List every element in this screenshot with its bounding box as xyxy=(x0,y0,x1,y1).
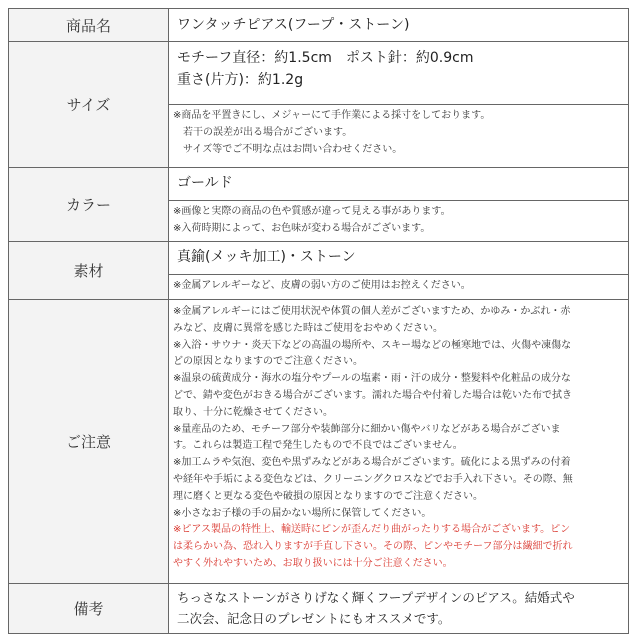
color-note: ※画像と実際の商品の色や質感が違って見える事があります。 xyxy=(173,206,451,217)
product-name-cell xyxy=(169,9,629,42)
caution-line: 理に磨くと更なる変色や破損の原因となりますのでご注意ください。 xyxy=(173,490,483,502)
material-value: 真鍮(メッキ加工)・ストーン xyxy=(177,249,356,265)
caution-warning-line: は柔らかい為、恐れ入りますが手直し下さい。その際、ピンやモチーフ部分は繊細で折れ xyxy=(173,541,573,553)
caution-line: どの原因となりますのでご注意ください。 xyxy=(173,356,363,368)
remarks-cell xyxy=(169,584,629,634)
material-main xyxy=(169,242,628,274)
row-size xyxy=(9,42,629,168)
caution-line: ※加工ムラや気泡、変色や黒ずみなどがある場合がございます。硫化による黒ずみの付着 xyxy=(173,457,571,469)
remarks-line: 二次会、記念日のプレゼントにもオススメです。 xyxy=(177,611,451,626)
caution-line: ※小さなお子様の手の届かない場所に保管してください。 xyxy=(173,507,432,519)
caution-line: 取り、十分に乾燥させてください。 xyxy=(173,406,333,418)
material-cell xyxy=(169,242,629,300)
row-material xyxy=(9,242,629,300)
spec-table xyxy=(8,8,629,634)
caution-line: ※入浴・サウナ・炎天下などの高温の場所や、スキー場などの極寒地では、火傷や凍傷な xyxy=(173,339,572,351)
caution-cell xyxy=(169,300,629,584)
caution-line: や経年や手垢による変色などは、クリーニングクロスなどでお手入れ下さい。その際、無 xyxy=(173,473,573,485)
caution-line: ※金属アレルギーにはご使用状況や体質の個人差がございますため、かゆみ・かぶれ・赤 xyxy=(173,306,571,317)
size-cell xyxy=(169,42,629,168)
remarks-label: 備考 xyxy=(9,584,169,634)
color-notes xyxy=(169,200,628,241)
color-value: ゴールド xyxy=(177,175,233,191)
size-notes xyxy=(169,104,628,167)
material-notes xyxy=(169,274,628,299)
row-color xyxy=(9,168,629,242)
caution-line: ※量産品のため、モチーフ部分や装飾部分に細かい傷やバリなどがある場合がございま xyxy=(173,423,561,435)
product-name-label: 商品名 xyxy=(9,9,169,42)
size-label: サイズ xyxy=(9,42,169,168)
color-main xyxy=(169,168,628,200)
material-note: ※金属アレルギーなど、皮膚の弱い方のご使用はお控えください。 xyxy=(173,280,471,291)
material-label: 素材 xyxy=(9,242,169,300)
size-line-2: 重さ(片方)：約1.2g xyxy=(177,72,304,88)
caution-line: す。これらは製造工程で発生したもので不良ではございません。 xyxy=(173,440,463,452)
size-note: ※商品を平置きにし、メジャーにて手作業による採寸をしております。 xyxy=(173,110,491,121)
caution-notes xyxy=(169,300,628,573)
color-label: カラー xyxy=(9,168,169,242)
row-product-name xyxy=(9,9,629,42)
product-name-value: ワンタッチピアス(フープ・ストーン) xyxy=(177,17,410,33)
size-note: 若干の誤差が出る場合がございます。 xyxy=(173,127,353,138)
size-main xyxy=(169,42,628,104)
caution-warning-line: やすく外れやすいため、お取り扱いには十分ご注意ください。 xyxy=(173,557,453,569)
color-note: ※入荷時期によって、お色味が変わる場合がございます。 xyxy=(173,223,431,234)
row-remarks xyxy=(9,584,629,634)
size-note: サイズ等でご不明な点はお問い合わせください。 xyxy=(173,144,403,155)
caution-label: ご注意 xyxy=(9,300,169,584)
caution-line: みなど、皮膚に異常を感じた時はご使用をおやめください。 xyxy=(173,322,443,334)
caution-line: ※温泉の硫黄成分・海水の塩分やプールの塩素・雨・汗の成分・整髪料や化粧品の成分な xyxy=(173,373,571,385)
caution-warning-line: ※ピアス製品の特性上、輸送時にピンが歪んだり曲がったりする場合がございます。ピン xyxy=(173,524,571,536)
color-cell xyxy=(169,168,629,242)
caution-line: どで、錆や変色がおきる場合がございます。濡れた場合や付着した場合は乾いた布で拭き xyxy=(173,389,572,401)
remarks-text xyxy=(169,584,628,629)
row-caution xyxy=(9,300,629,584)
size-line-1: モチーフ直径：約1.5cm ポスト針：約0.9cm xyxy=(177,50,474,66)
remarks-line: ちっさなストーンがさりげなく輝くフープデザインのピアス。結婚式や xyxy=(177,590,575,605)
